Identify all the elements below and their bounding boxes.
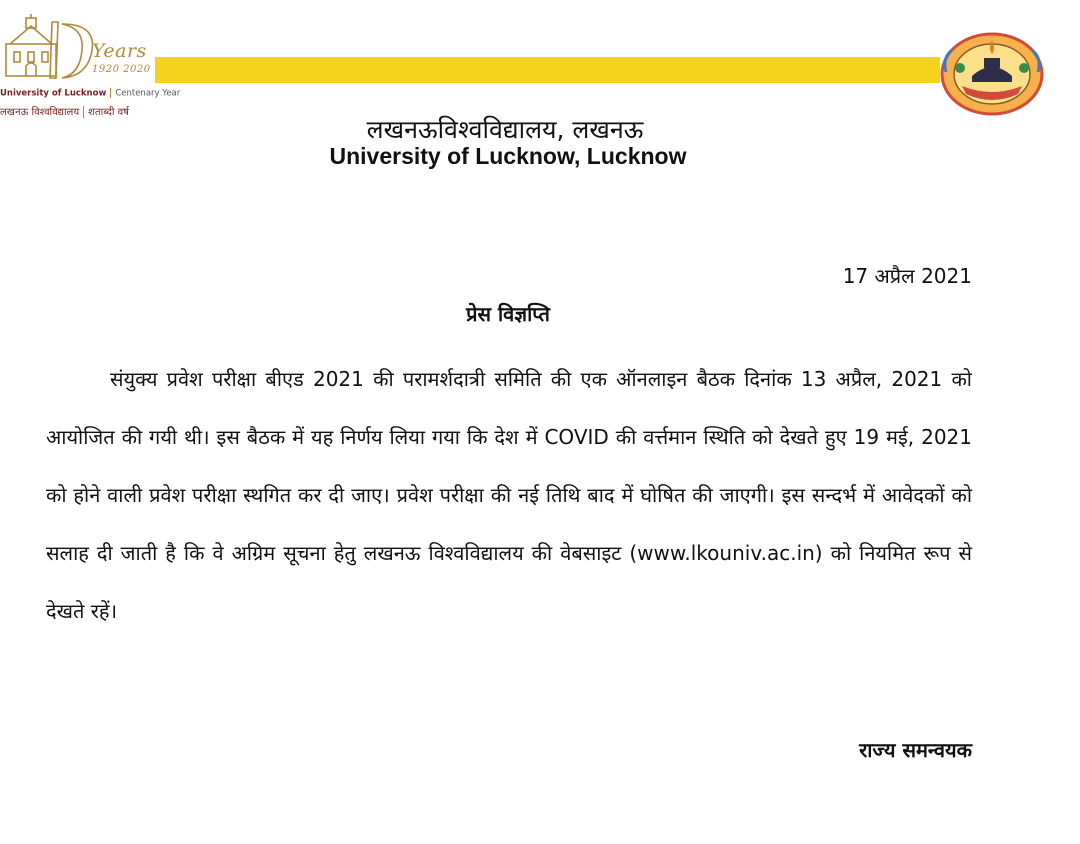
press-release-body: संयुक्य प्रवेश परीक्षा बीएड 2021 की परामर्शदात्री समिति की एक ऑनलाइन बैठक दिनांक 13 अप्रैल, 2021 को आयोजित की गयी थी। इस बैठक में यह निर्णय लिया गया कि देश में COVID की वर्त्तमान स्थिति को देखते हुए 19 मई, 2021 को होने वाली प्रवेश परीक्षा स्थगित कर दी जाए। प्रवेश परीक्षा की नई तिथि बाद में घोषित की जाएगी। इस सन्दर्भ में आवेदकों को सलाह दी जाती है कि वे अग्रिम सूचना हेतु लखनऊ विश्वविद्यालय की वेबसाइट (www.lkouniv.ac.in) को नियमित रूप से देखते रहें।: [46, 367, 972, 623]
university-hindi-small: लखनऊ विश्वविद्यालय: [0, 107, 80, 118]
notice-date: 17 अप्रैल 2021: [842, 264, 972, 288]
centenary-english-line: [0, 88, 180, 99]
signatory: राज्य समन्वयक: [859, 738, 972, 762]
centenary-logo: [0, 14, 181, 124]
university-title-english: University of Lucknow, Lucknow: [329, 143, 687, 169]
university-english-small: University of Lucknow: [0, 88, 107, 99]
years-range: 1920 2020: [92, 64, 151, 75]
letterhead: [0, 0, 1080, 169]
centenary-english: Centenary Year: [115, 88, 181, 99]
years-label: Years: [92, 40, 147, 62]
university-crest-emblem-icon: [938, 28, 1046, 116]
centenary-building-emblem-icon: [0, 14, 96, 84]
university-title-hindi: लखनऊविश्वविद्यालय, लखनऊ: [366, 115, 644, 144]
press-release-title: प्रेस विज्ञप्ति: [466, 302, 550, 326]
letterhead-band: [155, 57, 940, 83]
centenary-hindi: शताब्दी वर्ष: [88, 107, 129, 118]
